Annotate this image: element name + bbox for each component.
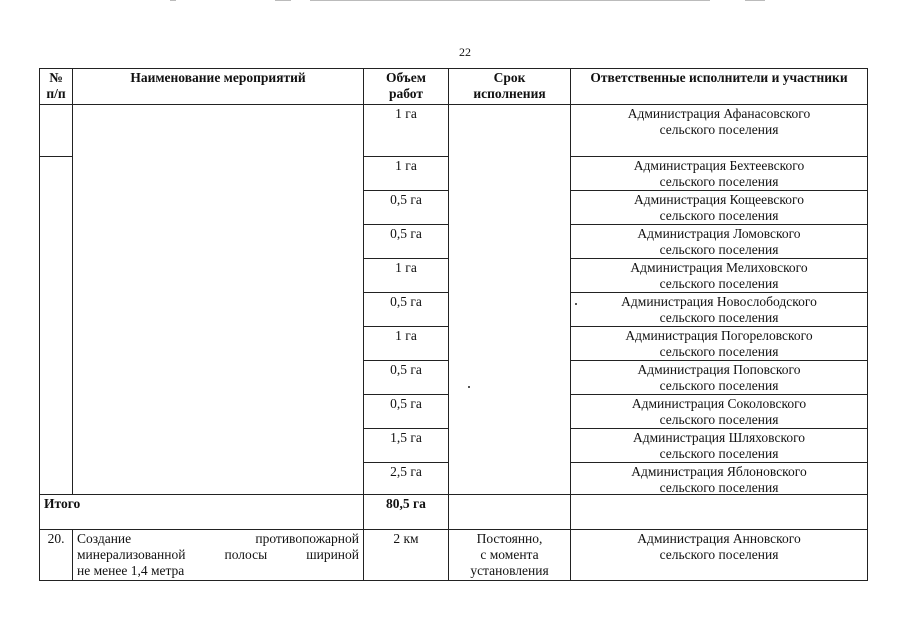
scan-speck [468,386,470,388]
header-name: Наименование мероприятий [72,68,364,105]
total-volume: 80,5 га [363,494,449,530]
row-volume: 1 га [363,326,449,361]
row-volume: 1 га [363,156,449,191]
row-volume: 0,5 га [363,360,449,395]
row-responsible: Администрация Мелиховского сельского поселения [570,258,868,293]
num-cell-merged [39,104,73,157]
item20-name-line: минерализованной полосы шириной [77,547,359,562]
name-cell-merged [72,104,364,495]
num-cell-merged [39,156,73,495]
scan-speck [575,303,577,305]
row-responsible: Администрация Кощеевского сельского поселения [570,190,868,225]
item20-num: 20. [39,529,73,581]
item20-responsible: Администрация Анновского сельского поселения [570,529,868,581]
row-responsible: Администрация Афанасовского сельского поселения [570,104,868,157]
header-responsible: Ответственные исполнители и участники [570,68,868,105]
header-volume: Объем работ [363,68,449,105]
row-responsible: Администрация Бехтеевского сельского поселения [570,156,868,191]
header-term: Срок исполнения [448,68,571,105]
row-responsible: Администрация Новослободского сельского поселения [570,292,868,327]
item20-volume: 2 км [363,529,449,581]
scan-mark [745,0,765,1]
item20-term: Постоянно, с момента установления [448,529,571,581]
row-responsible: Администрация Шляховского сельского поселения [570,428,868,463]
page-number: 22 [459,45,471,59]
row-responsible: Администрация Погореловского сельского поселения [570,326,868,361]
scan-mark [310,0,710,1]
row-volume: 0,5 га [363,292,449,327]
scan-mark [275,0,291,1]
row-volume: 2,5 га [363,462,449,495]
row-volume: 0,5 га [363,224,449,259]
row-volume: 0,5 га [363,190,449,225]
total-responsible [570,494,868,530]
item20-name [72,529,364,581]
item20-name-line: Создание противопожарной [77,531,359,546]
total-label: Итого [39,494,364,530]
row-volume: 1 га [363,258,449,293]
row-volume: 1 га [363,104,449,157]
scan-mark [170,0,176,1]
row-responsible: Администрация Ломовского сельского поселения [570,224,868,259]
row-volume: 0,5 га [363,394,449,429]
row-responsible: Администрация Поповского сельского поселения [570,360,868,395]
total-term [448,494,571,530]
row-volume: 1,5 га [363,428,449,463]
row-responsible: Администрация Соколовского сельского поселения [570,394,868,429]
term-cell-merged [448,104,571,495]
header-num: № п/п [39,68,73,105]
row-responsible: Администрация Яблоновского сельского поселения [570,462,868,495]
item20-name-line: не менее 1,4 метра [77,563,185,578]
